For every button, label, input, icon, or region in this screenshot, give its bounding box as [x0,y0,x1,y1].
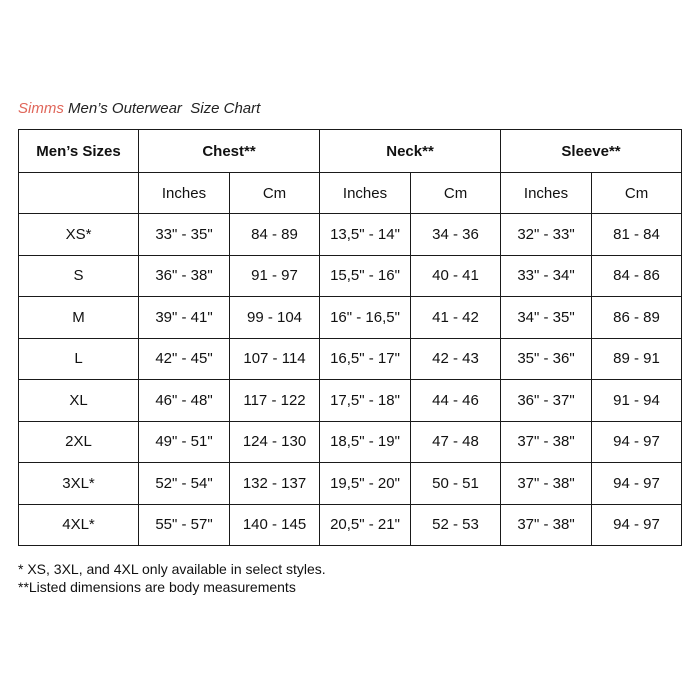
table-row [19,338,682,380]
chest-cm-cell: 99 - 104 [230,297,320,339]
unit-neck-inches: Inches [320,173,411,214]
table-row [19,214,682,256]
neck-inches-cell: 16" - 16,5" [320,297,411,339]
chart-title [18,100,260,117]
unit-chest-cm: Cm [230,173,320,214]
sleeve-cm-cell: 89 - 91 [592,338,682,380]
sleeve-cm-cell: 84 - 86 [592,255,682,297]
unit-sleeve-cm: Cm [592,173,682,214]
chest-cm-cell: 91 - 97 [230,255,320,297]
chest-inches-cell: 49" - 51" [139,421,230,463]
footnote-availability: * XS, 3XL, and 4XL only available in select styles. [18,561,326,577]
footnote-measurements: **Listed dimensions are body measurements [18,579,296,595]
footnotes [18,560,326,596]
chest-cm-cell: 140 - 145 [230,504,320,546]
neck-cm-cell: 42 - 43 [411,338,501,380]
table-row [19,421,682,463]
sleeve-inches-cell: 37" - 38" [501,421,592,463]
chest-inches-cell: 39" - 41" [139,297,230,339]
size-cell: M [19,297,139,339]
header-row [19,130,682,173]
size-cell: L [19,338,139,380]
neck-cm-cell: 34 - 36 [411,214,501,256]
neck-inches-cell: 15,5" - 16" [320,255,411,297]
size-cell: S [19,255,139,297]
neck-cm-cell: 41 - 42 [411,297,501,339]
neck-inches-cell: 17,5" - 18" [320,380,411,422]
neck-inches-cell: 13,5" - 14" [320,214,411,256]
header-neck: Neck** [320,130,501,173]
table-row [19,255,682,297]
sleeve-cm-cell: 94 - 97 [592,463,682,505]
chest-cm-cell: 117 - 122 [230,380,320,422]
table-row [19,504,682,546]
neck-inches-cell: 18,5" - 19" [320,421,411,463]
unit-chest-inches: Inches [139,173,230,214]
sleeve-cm-cell: 94 - 97 [592,504,682,546]
sleeve-inches-cell: 36" - 37" [501,380,592,422]
chest-cm-cell: 84 - 89 [230,214,320,256]
neck-cm-cell: 47 - 48 [411,421,501,463]
unit-sleeve-inches: Inches [501,173,592,214]
header-chest: Chest** [139,130,320,173]
table-row [19,380,682,422]
chest-inches-cell: 52" - 54" [139,463,230,505]
size-cell: XS* [19,214,139,256]
sleeve-cm-cell: 94 - 97 [592,421,682,463]
chest-inches-cell: 46" - 48" [139,380,230,422]
brand-name: Simms [18,100,64,117]
size-cell: 2XL [19,421,139,463]
neck-cm-cell: 52 - 53 [411,504,501,546]
neck-cm-cell: 40 - 41 [411,255,501,297]
chest-cm-cell: 124 - 130 [230,421,320,463]
sleeve-inches-cell: 34" - 35" [501,297,592,339]
sleeve-inches-cell: 35" - 36" [501,338,592,380]
chest-inches-cell: 55" - 57" [139,504,230,546]
header-sizes: Men’s Sizes [19,130,139,173]
chest-inches-cell: 42" - 45" [139,338,230,380]
neck-inches-cell: 16,5" - 17" [320,338,411,380]
table-row [19,463,682,505]
sleeve-inches-cell: 37" - 38" [501,504,592,546]
sleeve-cm-cell: 81 - 84 [592,214,682,256]
neck-cm-cell: 44 - 46 [411,380,501,422]
size-cell: 4XL* [19,504,139,546]
table-row [19,297,682,339]
sleeve-inches-cell: 33" - 34" [501,255,592,297]
chest-inches-cell: 33" - 35" [139,214,230,256]
neck-inches-cell: 19,5" - 20" [320,463,411,505]
unit-row [19,173,682,214]
sleeve-cm-cell: 91 - 94 [592,380,682,422]
header-sleeve: Sleeve** [501,130,682,173]
chest-cm-cell: 132 - 137 [230,463,320,505]
unit-empty-cell [19,173,139,214]
size-cell: 3XL* [19,463,139,505]
chest-cm-cell: 107 - 114 [230,338,320,380]
size-cell: XL [19,380,139,422]
chest-inches-cell: 36" - 38" [139,255,230,297]
sleeve-cm-cell: 86 - 89 [592,297,682,339]
chart-title-text: Men’s Outerwear Size Chart [63,100,261,117]
sleeve-inches-cell: 37" - 38" [501,463,592,505]
neck-inches-cell: 20,5" - 21" [320,504,411,546]
size-chart-table [18,129,682,546]
unit-neck-cm: Cm [411,173,501,214]
neck-cm-cell: 50 - 51 [411,463,501,505]
sleeve-inches-cell: 32" - 33" [501,214,592,256]
